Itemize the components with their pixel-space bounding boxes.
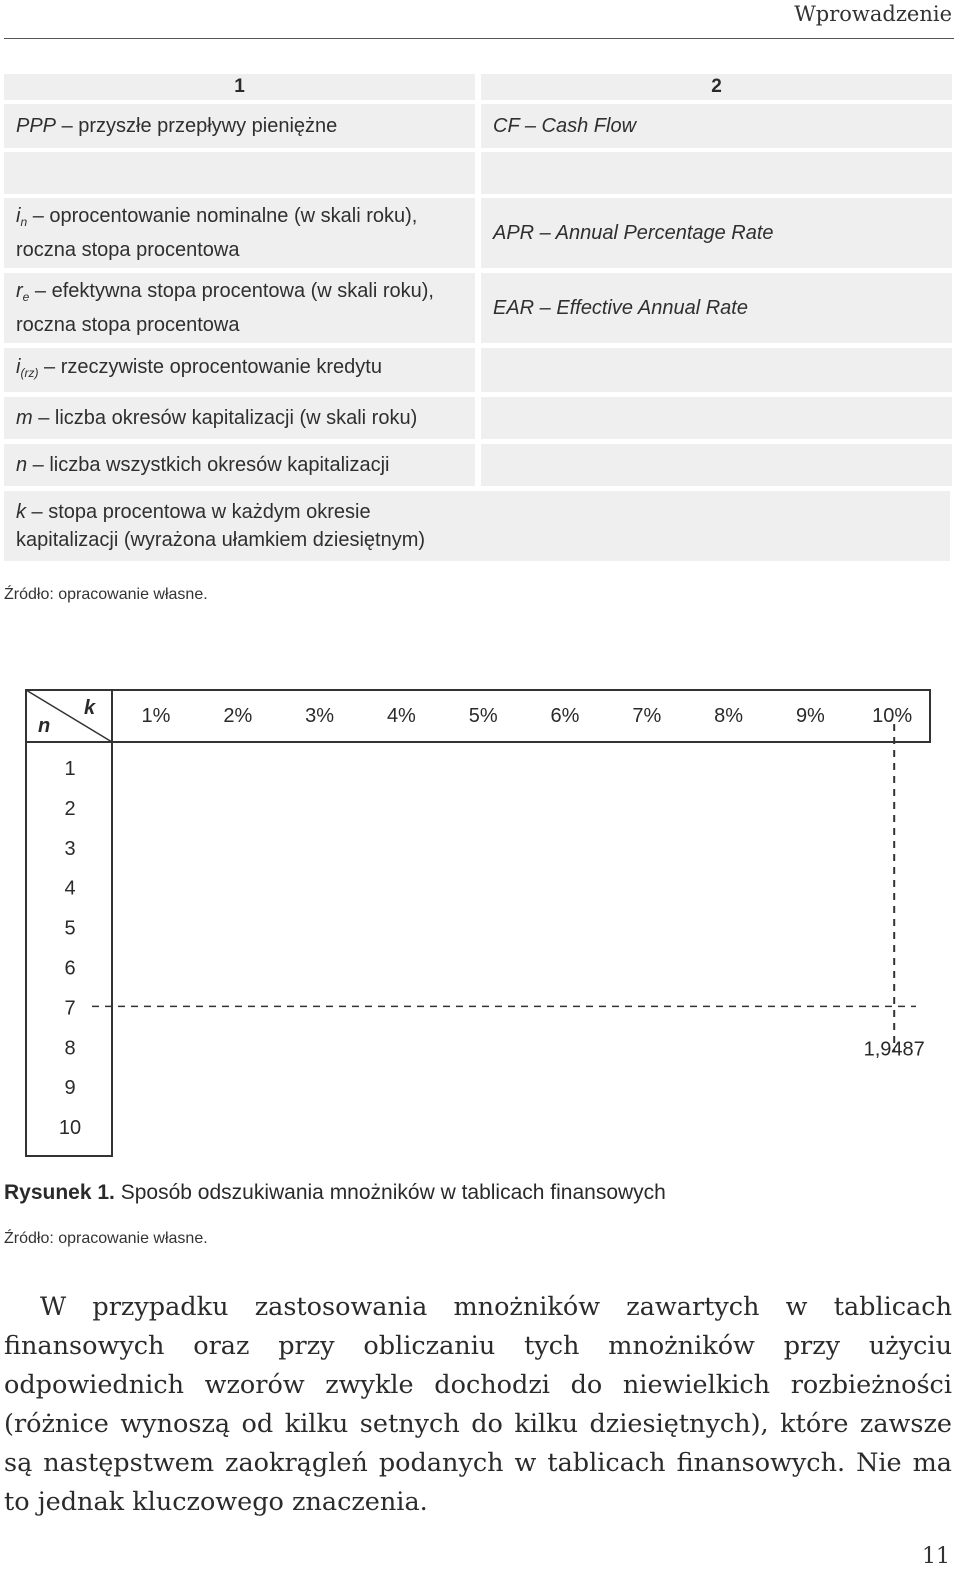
rate-label: 8% — [714, 705, 744, 727]
period-label: 10 — [58, 1117, 82, 1140]
table-row-m-right — [481, 397, 952, 439]
symbol: PPP — [16, 115, 57, 137]
table-row-in-left — [4, 198, 475, 268]
body-paragraph: W przypadku zastosowania mnożników zawartych w tablicach finansowych oraz przy obliczaniu tych mnożników przy użyciu odpowiednich wzorów zwykle dochodzi do niewielkich rozbieżności (różnice wynoszą od kilku setnych do kilku dziesiętnych), które zawsze są następstwem zaokrągleń podanych w tablicach finansowych. Nie ma to jednak kluczowego znaczenia. — [4, 1292, 952, 1517]
definition-line2: roczna stopa procentowa — [16, 314, 240, 336]
symbol: r — [16, 280, 23, 302]
acronym-definition: CF – Cash Flow — [493, 115, 637, 137]
symbol: m — [16, 407, 33, 429]
period-label: 7 — [64, 997, 76, 1020]
rate-label: 3% — [305, 705, 335, 727]
table-col1-header: 1 — [4, 74, 475, 100]
table-row-apr-right — [481, 198, 952, 268]
corner-k-label: k — [84, 697, 96, 719]
rate-label: 6% — [550, 705, 580, 727]
period-label: 6 — [64, 957, 76, 980]
rate-label: 9% — [795, 705, 825, 727]
period-label: 3 — [64, 837, 76, 860]
table-row-empty-right — [481, 152, 952, 194]
multiplier-lookup-figure — [0, 680, 960, 1170]
table-row-ear-right — [481, 273, 952, 343]
period-label: 2 — [64, 797, 76, 820]
figure-source-note: Źródło: opracowanie własne. — [4, 1230, 208, 1247]
page-number: 11 — [922, 1544, 950, 1569]
table-row-n-right — [481, 444, 952, 486]
table-row-irz-right — [481, 348, 952, 392]
table-row-n-left — [4, 444, 475, 486]
definition: – przyszłe przepływy pieniężne — [56, 115, 338, 137]
rate-label: 5% — [468, 705, 498, 727]
table-row-empty-left — [4, 152, 475, 194]
table-col2-header: 2 — [481, 74, 952, 100]
corner-n-label: n — [38, 715, 51, 737]
definition-line2: kapitalizacji (wyrażona ułamkiem dziesiętnym) — [16, 529, 426, 551]
period-labels — [59, 758, 81, 1139]
table-row-ppp-left — [4, 104, 475, 148]
rate-label: 2% — [223, 705, 253, 727]
symbol: i — [16, 205, 21, 227]
symbol: k — [16, 501, 26, 523]
rate-label: 4% — [386, 705, 416, 727]
definition-line2: roczna stopa procentowa — [16, 239, 240, 261]
period-label: 1 — [64, 758, 76, 780]
rate-label: 10% — [872, 705, 913, 727]
symbol: i — [16, 356, 21, 378]
definition: – rzeczywiste oprocentowanie kredytu — [38, 356, 382, 378]
period-label: 9 — [64, 1077, 76, 1100]
symbol: n — [16, 454, 28, 476]
definition: – liczba wszystkich okresów kapitalizacji — [27, 454, 390, 476]
table-row-cf-right — [481, 104, 952, 148]
table-row-irz-left — [4, 348, 475, 392]
acronym-definition: EAR – Effective Annual Rate — [493, 297, 748, 319]
definition: – oprocentowanie nominalne (w skali roku), — [27, 205, 418, 227]
rate-label: 7% — [632, 705, 662, 727]
period-label: 8 — [64, 1037, 76, 1060]
symbol-subscript: (rz) — [20, 366, 39, 380]
table-row-m-left — [4, 397, 475, 439]
symbol-subscript: e — [22, 290, 30, 304]
definition: – liczba okresów kapitalizacji (w skali roku) — [32, 407, 418, 429]
period-label: 4 — [64, 877, 76, 900]
rate-label: 1% — [141, 705, 171, 727]
table-source-note: Źródło: opracowanie własne. — [4, 586, 208, 603]
table-row-k — [4, 491, 950, 561]
definition: – efektywna stopa procentowa (w skali roku), — [29, 280, 434, 302]
caption-label: Rysunek 1. — [4, 1181, 115, 1204]
symbol-subscript: n — [20, 215, 28, 229]
figure-caption — [4, 1181, 666, 1205]
running-header: Wprowadzenie — [794, 2, 952, 26]
rate-labels — [142, 705, 913, 727]
result-value: 1,9487 — [863, 1038, 925, 1061]
period-label: 5 — [64, 917, 76, 940]
table-row-re-left — [4, 273, 475, 343]
caption-text: Sposób odszukiwania mnożników w tablicach finansowych — [114, 1181, 666, 1204]
acronym-definition: APR – Annual Percentage Rate — [493, 222, 774, 244]
header-rule — [4, 38, 954, 39]
definition: – stopa procentowa w każdym okresie — [26, 501, 371, 523]
